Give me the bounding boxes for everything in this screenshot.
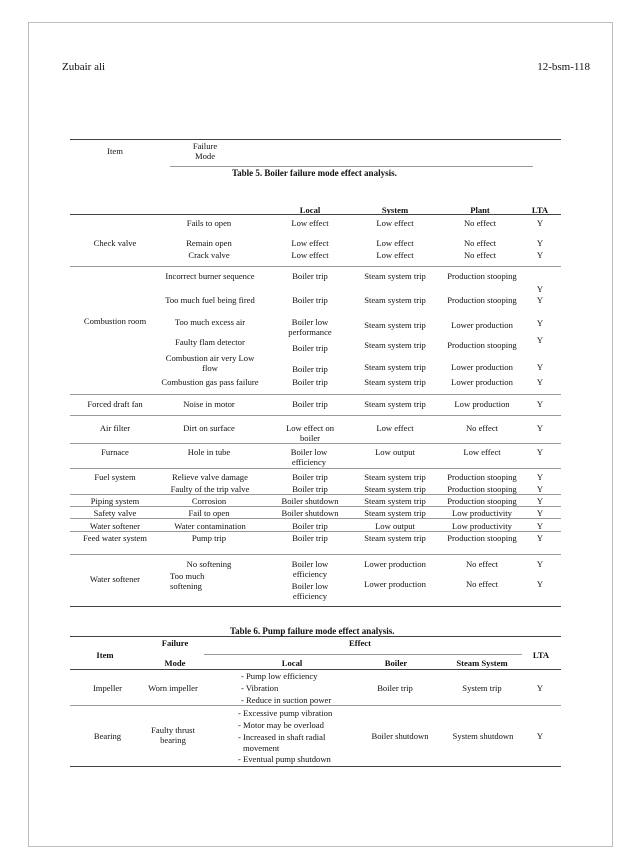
table6-head-effect: Effect	[349, 638, 371, 648]
table6-head-lta: LTA	[532, 650, 550, 660]
local-cell: Boiler trip	[292, 521, 328, 531]
lta-cell: Y	[536, 559, 544, 569]
local-effect-line: movement	[243, 743, 280, 753]
local-cell: Boiler trip	[292, 472, 328, 482]
plant-cell: Lower production	[451, 362, 513, 372]
steam-system-cell: System shutdown	[452, 731, 514, 741]
local-effect-line: - Eventual pump shutdown	[238, 754, 331, 764]
table6-head-item: Item	[96, 650, 114, 660]
local-cell: Boiler low efficiency	[291, 581, 329, 601]
local-cell: Boiler shutdown	[281, 496, 339, 506]
row-divider	[70, 468, 561, 469]
table5-bottom-rule	[70, 606, 561, 607]
lta-cell: Y	[536, 521, 544, 531]
table5-header-rule	[70, 214, 561, 215]
local-cell: Boiler trip	[292, 295, 328, 305]
failure-mode-cell: Remain open	[186, 238, 232, 248]
table5-head-failure-mode: Failure Mode	[192, 141, 218, 161]
header-id: 12-bsm-118	[537, 61, 590, 73]
row-divider	[70, 415, 561, 416]
row-divider	[70, 518, 561, 519]
item-cell: Furnace	[101, 447, 129, 457]
lta-cell: Y	[536, 218, 544, 228]
local-cell: Low effect	[291, 250, 329, 260]
lta-cell: Y	[536, 508, 544, 518]
table5-head-plant: Plant	[470, 205, 490, 215]
system-cell: Steam system trip	[364, 377, 426, 387]
item-cell: Combustion room	[83, 316, 147, 326]
table6-caption: Table 6. Pump failure mode effect analysis.	[230, 626, 395, 636]
table5-head-rule	[170, 166, 533, 167]
plant-cell: Production stooping	[447, 484, 517, 494]
failure-mode-cell: Water contamination	[174, 521, 246, 531]
system-cell: Low effect	[376, 423, 414, 433]
plant-cell: Production stooping	[447, 533, 517, 543]
plant-cell: Low effect	[463, 447, 501, 457]
local-effect-line: - Increased in shaft radial	[238, 732, 326, 742]
steam-system-cell: System trip	[462, 683, 502, 693]
lta-cell: Y	[536, 238, 544, 248]
failure-mode-cell: Corrosion	[191, 496, 227, 506]
system-cell: Low effect	[376, 218, 414, 228]
failure-mode-cell: Relieve valve damage	[172, 472, 248, 482]
lta-cell: Y	[536, 447, 544, 457]
boiler-effect-cell: Boiler shutdown	[371, 731, 429, 741]
lta-cell: Y	[536, 399, 544, 409]
system-cell: Lower production	[364, 579, 426, 589]
local-effect-line: - Pump low efficiency	[241, 671, 318, 681]
plant-cell: No effect	[463, 250, 497, 260]
failure-mode-cell: Hole in tube	[187, 447, 231, 457]
lta-cell: Y	[536, 533, 544, 543]
table6-head-steam-system: Steam System	[456, 658, 508, 668]
local-cell: Boiler low efficiency	[291, 559, 329, 579]
lta-cell: Y	[536, 295, 544, 305]
mode-cell: Worn impeller	[148, 683, 198, 693]
system-cell: Steam system trip	[364, 320, 426, 330]
plant-cell: Low production	[454, 399, 510, 409]
failure-mode-cell: Too much excess air	[174, 317, 246, 327]
local-cell: Boiler low performance	[288, 317, 332, 337]
item-cell: Water softener	[89, 521, 141, 531]
system-cell: Low effect	[376, 250, 414, 260]
failure-mode-cell: Faulty flam detector	[175, 337, 245, 347]
table5-head-local: Local	[299, 205, 321, 215]
system-cell: Steam system trip	[364, 340, 426, 350]
plant-cell: Production stooping	[447, 496, 517, 506]
plant-cell: Low productivity	[452, 521, 512, 531]
failure-mode-cell: Incorrect burner sequence	[165, 271, 255, 281]
plant-cell: Production stooping	[447, 340, 517, 350]
row-divider	[70, 531, 561, 532]
plant-cell: No effect	[465, 559, 499, 569]
row-divider	[70, 443, 561, 444]
plant-cell: No effect	[463, 218, 497, 228]
local-cell: Boiler low efficiency	[290, 447, 328, 467]
failure-mode-cell: Combustion gas pass failure	[161, 377, 259, 387]
item-cell: Fuel system	[94, 472, 136, 482]
table5-head-system: System	[381, 205, 409, 215]
table5-head-lta: LTA	[531, 205, 549, 215]
lta-cell: Y	[536, 472, 544, 482]
row-divider	[70, 506, 561, 507]
item-cell: Bearing	[93, 731, 122, 741]
lta-cell: Y	[536, 335, 544, 345]
table5-head-item: Item	[107, 146, 123, 156]
failure-mode-cell: No softening	[186, 559, 232, 569]
header-author: Zubair ali	[62, 61, 106, 73]
plant-cell: Lower production	[451, 320, 513, 330]
failure-mode-cell: Dirt on surface	[183, 423, 235, 433]
failure-mode-cell: Fail to open	[188, 508, 230, 518]
local-cell: Low effect	[291, 218, 329, 228]
local-cell: Boiler trip	[292, 533, 328, 543]
plant-cell: Lower production	[451, 377, 513, 387]
plant-cell: Production stooping	[447, 295, 517, 305]
item-cell: Feed water system	[83, 533, 147, 543]
row-divider	[70, 705, 561, 706]
lta-cell: Y	[536, 683, 544, 693]
failure-mode-cell: Crack valve	[188, 250, 230, 260]
system-cell: Steam system trip	[364, 399, 426, 409]
failure-mode-cell: Fails to open	[186, 218, 232, 228]
item-cell: Piping system	[90, 496, 140, 506]
item-cell: Impeller	[92, 683, 123, 693]
failure-mode-cell: Too much softening	[170, 571, 205, 591]
system-cell: Low output	[375, 521, 415, 531]
lta-cell: Y	[536, 318, 544, 328]
table5-top-rule	[70, 139, 561, 140]
lta-cell: Y	[536, 377, 544, 387]
table6-header-rule	[70, 669, 561, 670]
failure-mode-cell: Pump trip	[191, 533, 227, 543]
failure-mode-cell: Faulty of the trip valve	[170, 484, 250, 494]
lta-cell: Y	[536, 284, 544, 294]
lta-cell: Y	[536, 362, 544, 372]
local-effect-line: - Reduce in suction power	[241, 695, 332, 705]
table6-head-failure: Failure	[161, 638, 189, 648]
local-cell: Low effect	[291, 238, 329, 248]
local-cell: Boiler trip	[292, 271, 328, 281]
lta-cell: Y	[536, 579, 544, 589]
system-cell: Low output	[375, 447, 415, 457]
item-cell: Check valve	[93, 238, 137, 248]
local-cell: Boiler trip	[292, 377, 328, 387]
lta-cell: Y	[536, 484, 544, 494]
plant-cell: No effect	[465, 579, 499, 589]
failure-mode-cell: Too much fuel being fired	[165, 295, 255, 305]
system-cell: Steam system trip	[364, 472, 426, 482]
local-cell: Boiler trip	[292, 484, 328, 494]
system-cell: Steam system trip	[364, 362, 426, 372]
failure-mode-cell: Combustion air very Low flow	[165, 353, 255, 373]
failure-mode-cell: Noise in motor	[183, 399, 235, 409]
plant-cell: Production stooping	[447, 271, 517, 281]
table6-head-boiler: Boiler	[384, 658, 408, 668]
local-effect-line: - Vibration	[241, 683, 279, 693]
table6-head-mode: Mode	[164, 658, 186, 668]
system-cell: Steam system trip	[364, 496, 426, 506]
lta-cell: Y	[536, 423, 544, 433]
boiler-effect-cell: Boiler trip	[377, 683, 413, 693]
item-cell: Safety valve	[93, 508, 137, 518]
row-divider	[70, 554, 561, 555]
system-cell: Steam system trip	[364, 295, 426, 305]
table6-effect-rule	[204, 654, 522, 655]
row-divider	[70, 494, 561, 495]
local-cell: Boiler trip	[292, 343, 328, 353]
lta-cell: Y	[536, 250, 544, 260]
plant-cell: No effect	[463, 238, 497, 248]
system-cell: Steam system trip	[364, 484, 426, 494]
plant-cell: Production stooping	[447, 472, 517, 482]
plant-cell: Low productivity	[452, 508, 512, 518]
item-cell: Water softener	[89, 574, 141, 584]
local-cell: Low effect on boiler	[285, 423, 335, 443]
row-divider	[70, 394, 561, 395]
lta-cell: Y	[536, 496, 544, 506]
plant-cell: No effect	[465, 423, 499, 433]
local-cell: Boiler trip	[292, 364, 328, 374]
lta-cell: Y	[536, 731, 544, 741]
mode-cell: Faulty thrust bearing	[151, 725, 195, 745]
system-cell: Lower production	[364, 559, 426, 569]
system-cell: Steam system trip	[364, 508, 426, 518]
table5-caption: Table 5. Boiler failure mode effect analysis.	[232, 168, 397, 178]
local-effect-line: - Motor may be overload	[238, 720, 324, 730]
system-cell: Low effect	[376, 238, 414, 248]
table6-bottom-rule	[70, 766, 561, 767]
table6-head-local: Local	[281, 658, 303, 668]
item-cell: Air filter	[99, 423, 131, 433]
system-cell: Steam system trip	[364, 533, 426, 543]
local-cell: Boiler shutdown	[281, 508, 339, 518]
system-cell: Steam system trip	[364, 271, 426, 281]
item-cell: Forced draft fan	[87, 399, 143, 409]
row-divider	[70, 266, 561, 267]
local-effect-line: - Excessive pump vibration	[238, 708, 333, 718]
local-cell: Boiler trip	[292, 399, 328, 409]
table6-top-rule	[70, 636, 561, 637]
